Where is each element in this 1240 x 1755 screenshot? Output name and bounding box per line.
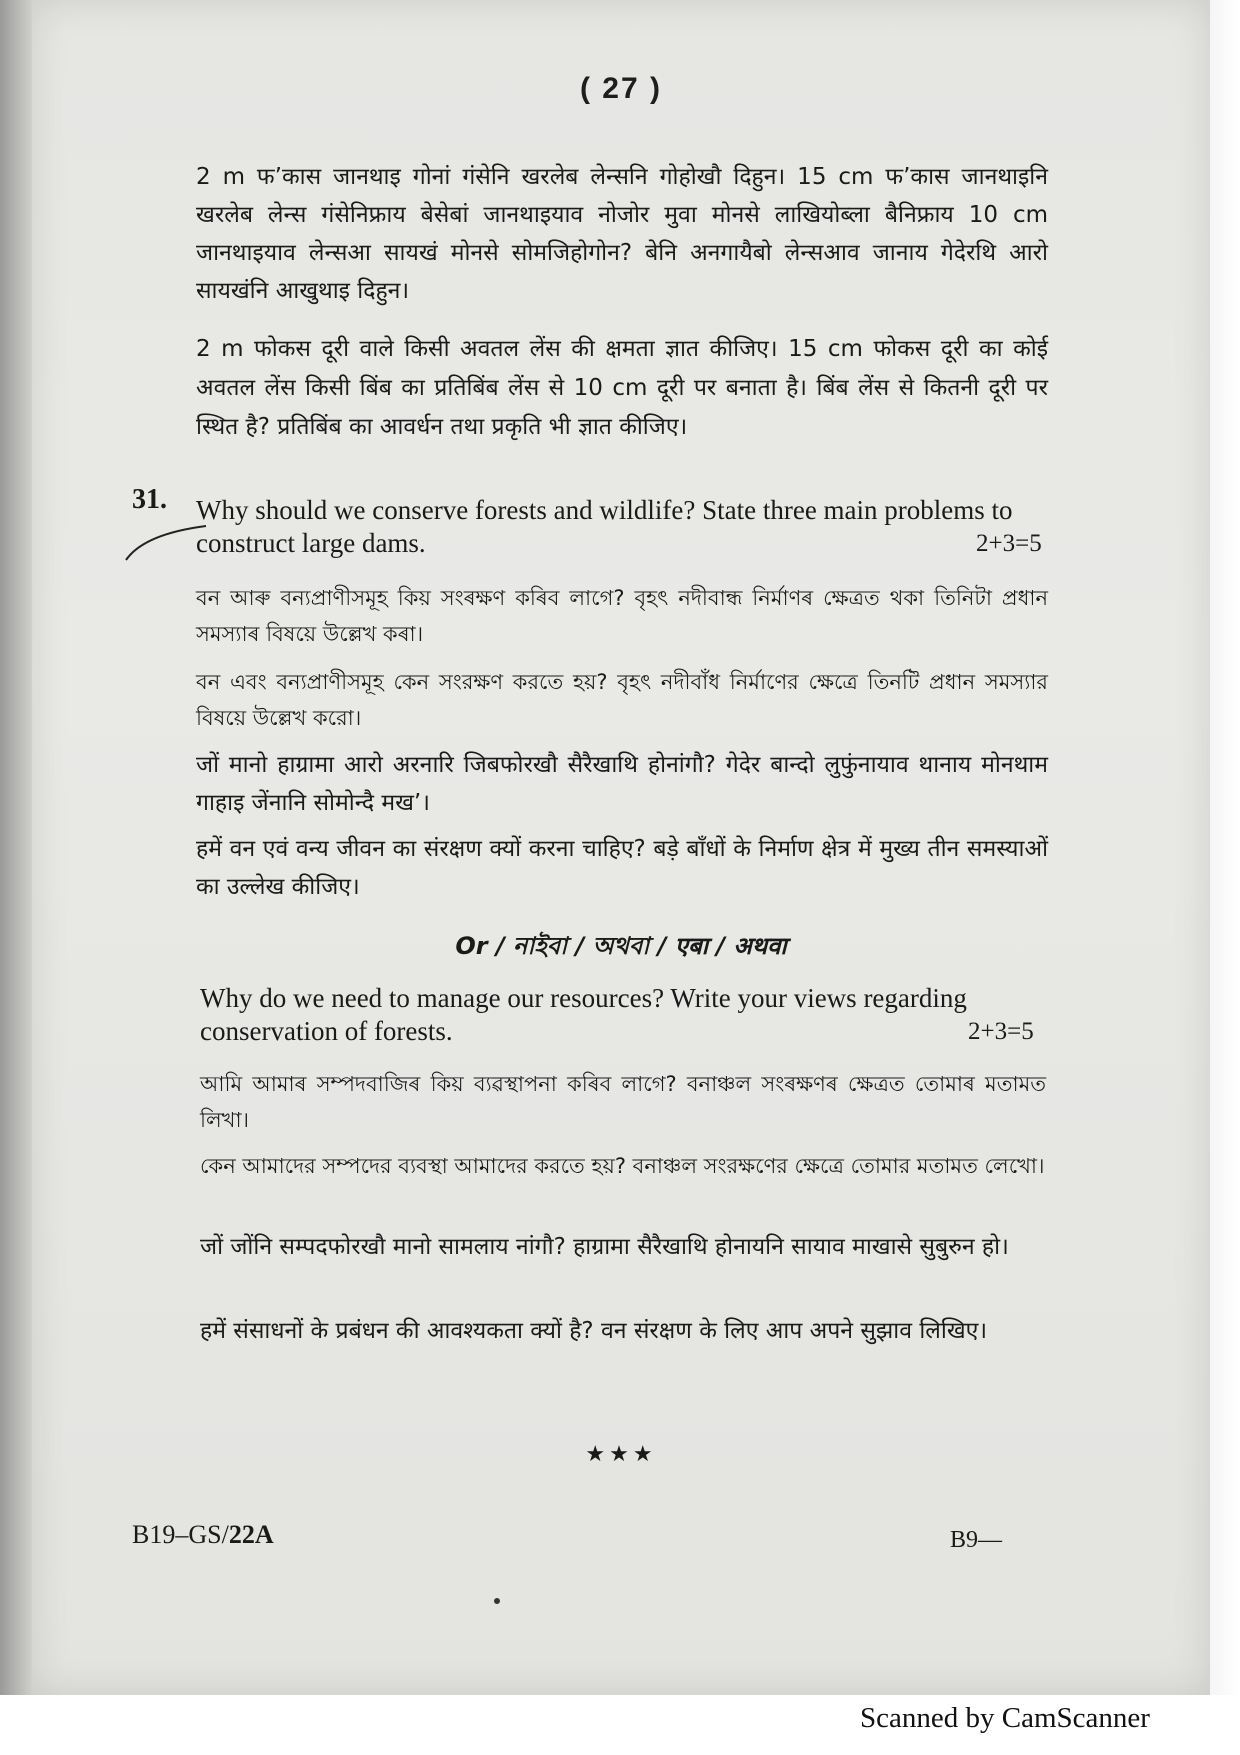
- question-english: Why should we conserve forests and wildlife? State three main problems to construct large dams.: [196, 495, 1013, 558]
- question-number: 31.: [132, 484, 167, 515]
- alternative-assamese: আমি আমাৰ সম্পদবাজিৰ কিয় ব্যৱস্থাপনা কৰিব লাগে? বনাঞ্চল সংৰক্ষণৰ ক্ষেত্ৰত তোমাৰ মতামত লিখা।: [200, 1072, 1046, 1132]
- exam-page: [32, 0, 1210, 1695]
- question-bodo: जों मानो हाग्रामा आरो अरनारि जिबफोरखौ सैरैखाथि होनांगौ? गेदेर बान्दो लुफुंनायाव थानाय मोनथाम गाहाइ जेंनानि सोमोन्दै मख’।: [196, 752, 1048, 816]
- paper-code-number: 22A: [228, 1520, 274, 1549]
- alternative-bengali: কেন আমাদের সম্পদের ব্যবস্থা আমাদের করতে হয়? বনাঞ্চল সংরক্ষণের ক্ষেত্রে তোমার মতামত লেখো।: [200, 1154, 1045, 1178]
- paper-code: [132, 1520, 274, 1550]
- ink-dot: [494, 1598, 500, 1604]
- or-separator: Or / নাইবা / অথবা / एबा / अथवा: [455, 932, 787, 960]
- alternative-bodo: जों जोंनि सम्पदफोरखौ मानो सामलाय नांगौ? हाग्रामा सैरैखाथि होनायनि सायाव माखासे सुबुरुन हो।: [200, 1234, 1009, 1260]
- question-marks: 2+3=5: [976, 530, 1042, 557]
- paper-edge-left: [0, 0, 32, 1695]
- intro-hindi-text: 2 m फोकस दूरी वाले किसी अवतल लेंस की क्षमता ज्ञात कीजिए। 15 cm फोकस दूरी का कोई अवतल लेंस किसी बिंब का प्रतिबिंब लेंस से 10 cm दूरी पर बनाता है। बिंब लेंस से कितनी दूरी पर स्थित है? प्रतिबिंब का आवर्धन तथा प्रकृति भी ज्ञात कीजिए।: [196, 336, 1048, 440]
- question-hindi: हमें वन एवं वन्य जीवन का संरक्षण क्यों करना चाहिए? बड़े बाँधों के निर्माण क्षेत्र में मुख्य तीन समस्याओं का उल्लेख कीजिए।: [196, 836, 1048, 900]
- paper-edge-right: [1210, 0, 1240, 1695]
- alternative-marks: 2+3=5: [968, 1018, 1034, 1045]
- question-assamese: বন আৰু বন্যপ্ৰাণীসমূহ কিয় সংৰক্ষণ কৰিব লাগে? বৃহৎ নদীবান্ধ নিৰ্মাণৰ ক্ষেত্ৰত থকা তিনিটা প্ৰধান সমস্যাৰ বিষয়ে উল্লেখ কৰা।: [196, 586, 1048, 646]
- alternative-english: Why do we need to manage our resources? Write your views regarding conservation of forests.: [200, 983, 967, 1046]
- sheet-code: B9—: [950, 1527, 1003, 1553]
- alternative-hindi: हमें संसाधनों के प्रबंधन की आवश्यकता क्यों है? वन संरक्षण के लिए आप अपने सुझाव लिखिए।: [200, 1318, 988, 1344]
- paper-code-prefix: B19–GS/: [132, 1520, 229, 1549]
- question-bengali: বন এবং বন্যপ্রাণীসমূহ কেন সংরক্ষণ করতে হয়? বৃহৎ নদীবাঁধ নির্মাণের ক্ষেত্রে তিনটি প্রধান সমস্যার বিষয়ে উল্লেখ করো।: [196, 670, 1048, 730]
- page-number: ( 27 ): [579, 72, 663, 105]
- intro-bodo-text: 2 m फ’कास जानथाइ गोनां गंसेनि खरलेब लेन्सनि गोहोखौ दिहुन। 15 cm फ’कास जानथाइनि खरलेब लेन्स गंसेनिफ्राय बेसेबां जानथाइयाव नोजोर मुवा मोनसे लाखियोब्ला बैनिफ्राय 10 cm जानथाइयाव लेन्सआ सायखं मोनसे सोमजिहोगोन? बेनि अनगायैबो लेन्सआव जानाय गेदेरथि आरो सायखंनि आखुथाइ दिहुन।: [196, 164, 1048, 304]
- scanner-watermark: Scanned by CamScanner: [860, 1702, 1150, 1734]
- end-stars: ★★★: [585, 1442, 657, 1467]
